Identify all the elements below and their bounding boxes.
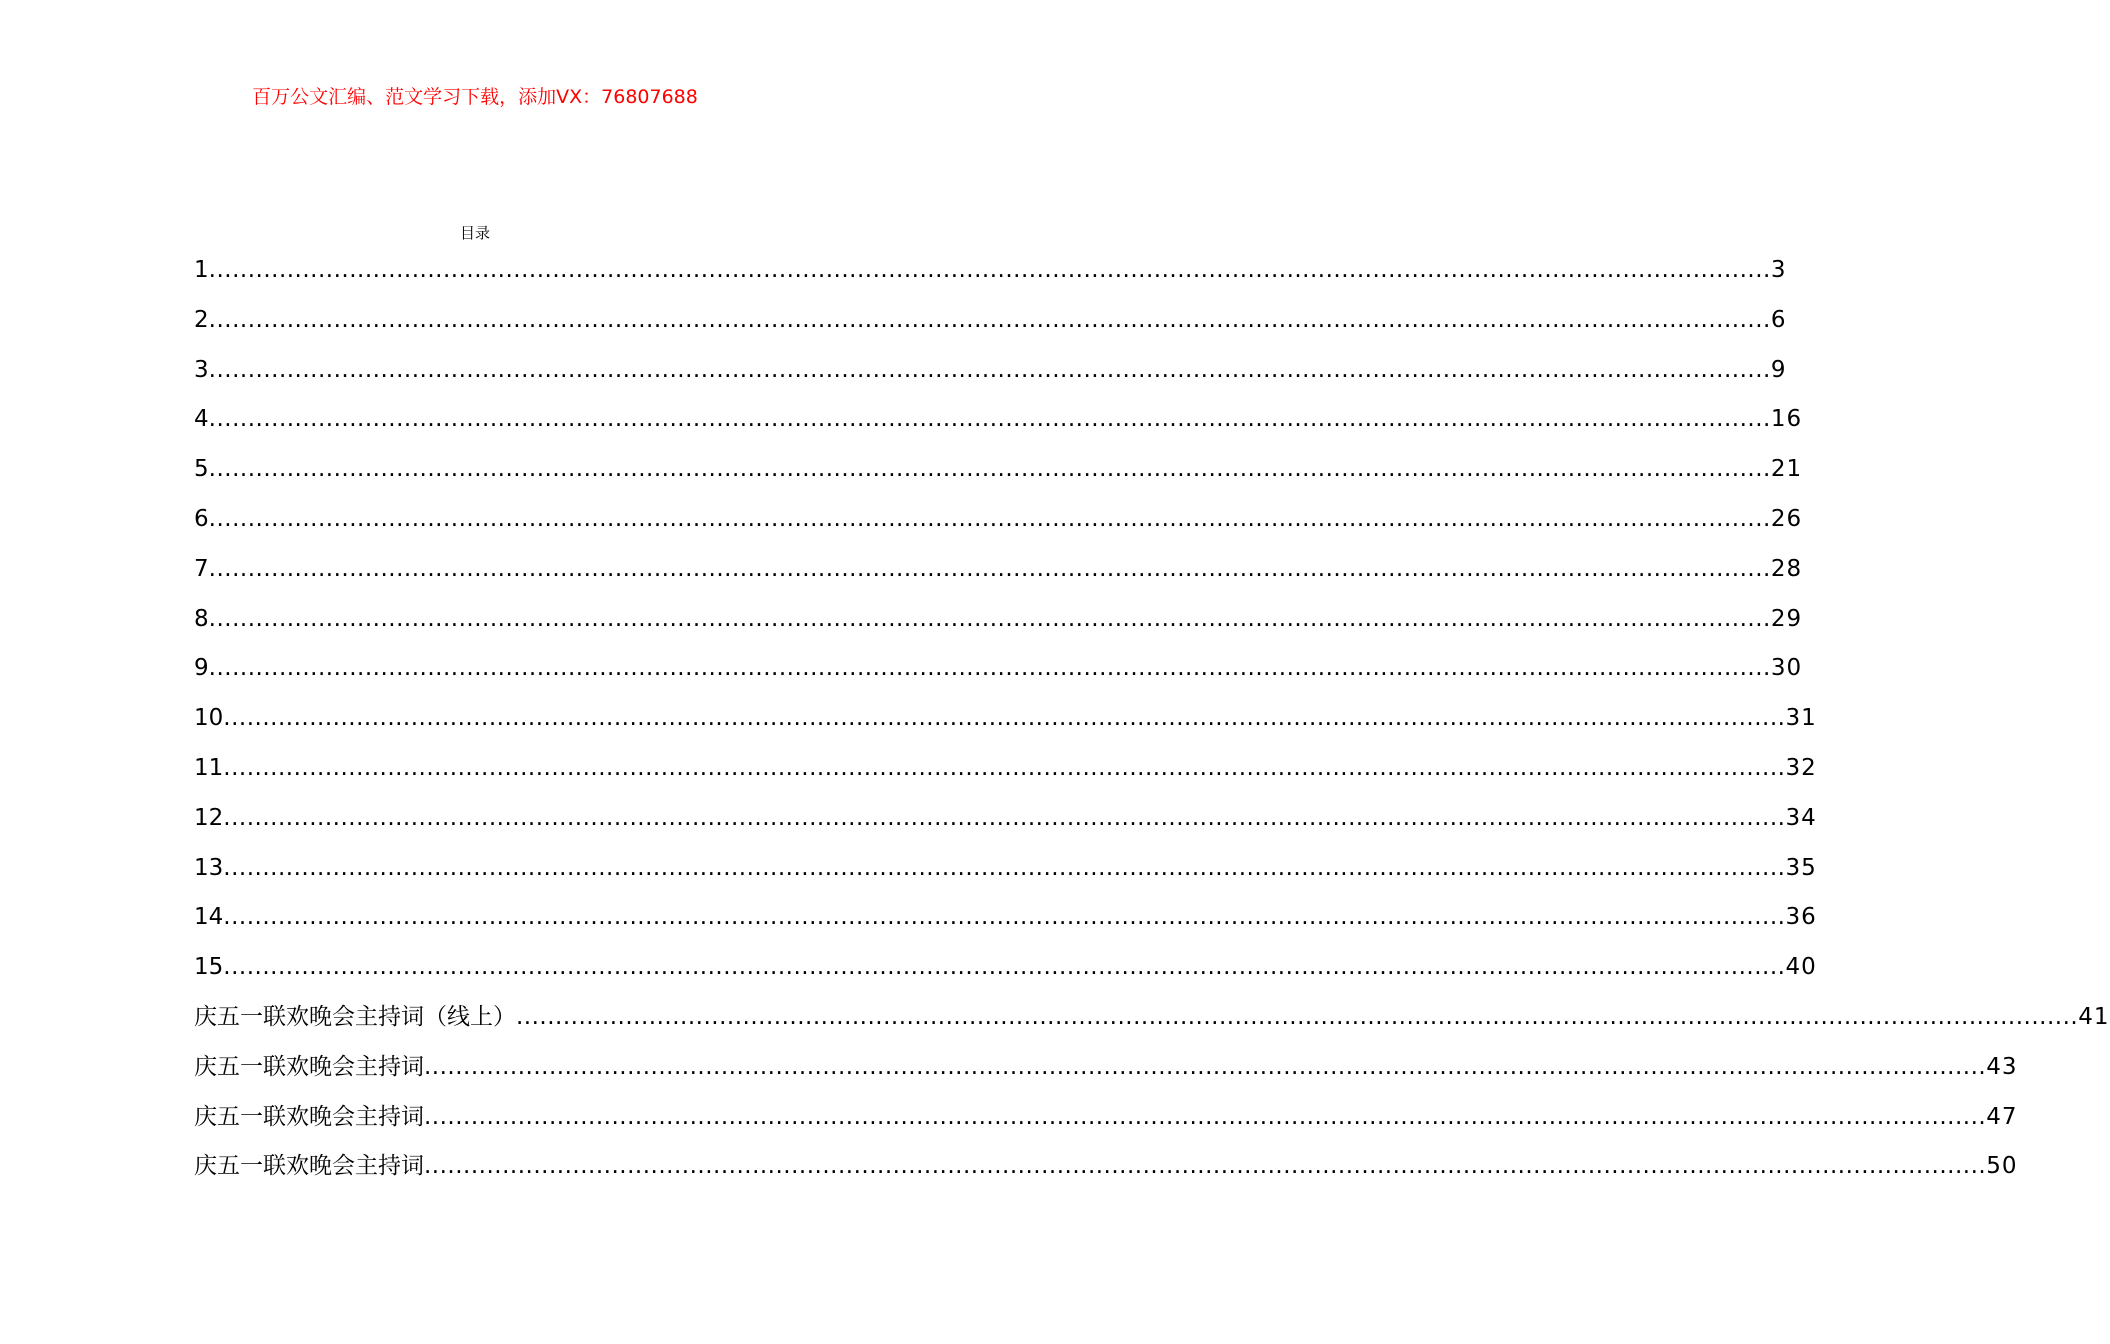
toc-leader-dots: ........................................................................................................................................................................................................ (208, 605, 1771, 632)
toc-entry-label: 庆五一联欢晚会主持词（线上） (194, 1003, 516, 1030)
toc-entry-page: 16 (1770, 406, 1803, 433)
toc-leader-dots: ........................................................................................................................................................................................................ (223, 854, 1786, 881)
toc-entry[interactable] (194, 1097, 2018, 1147)
toc-entry-label: 2 (194, 306, 209, 333)
toc-entry[interactable] (194, 748, 1817, 798)
toc-entry-page: 47 (1986, 1103, 2018, 1130)
toc-leader-dots: ........................................................................................................................................................................................................ (208, 406, 1771, 433)
toc-entry[interactable] (194, 997, 2110, 1047)
toc-leader-dots: ........................................................................................................................................................................................................ (424, 1053, 1987, 1080)
toc-entry[interactable] (194, 449, 1803, 499)
toc-entry[interactable] (194, 499, 1803, 549)
toc-entry-label: 9 (194, 655, 209, 682)
toc-entry[interactable] (194, 599, 1803, 649)
toc-entry-label: 4 (194, 406, 209, 433)
toc-entry-label: 15 (194, 954, 224, 981)
toc-entry-label: 3 (194, 356, 209, 383)
toc-entry-label: 庆五一联欢晚会主持词 (194, 1103, 424, 1130)
toc-entry[interactable] (194, 798, 1817, 848)
toc-entry-page: 31 (1785, 705, 1817, 732)
toc-entry[interactable] (194, 350, 1787, 400)
toc-list (194, 250, 2110, 1196)
toc-leader-dots: ........................................................................................................................................................................................................ (208, 555, 1771, 582)
toc-entry[interactable] (194, 698, 1817, 748)
toc-entry-page: 34 (1785, 804, 1817, 831)
toc-entry-page: 41 (2078, 1003, 2110, 1030)
toc-entry-label: 11 (194, 754, 224, 781)
toc-entry-label: 14 (194, 904, 224, 931)
toc-entry[interactable] (194, 648, 1803, 698)
toc-entry[interactable] (194, 1047, 2018, 1097)
toc-entry-page: 30 (1770, 655, 1803, 682)
toc-entry-page: 50 (1986, 1153, 2018, 1180)
toc-leader-dots: ........................................................................................................................................................................................................ (223, 754, 1786, 781)
toc-leader-dots: ........................................................................................................................................................................................................ (208, 456, 1771, 483)
toc-entry-label: 5 (194, 456, 209, 483)
toc-leader-dots: ........................................................................................................................................................................................................ (223, 705, 1786, 732)
toc-title: 目录 (459, 224, 490, 242)
toc-leader-dots: ........................................................................................................................................................................................................ (223, 904, 1786, 931)
toc-entry[interactable] (194, 549, 1803, 599)
toc-entry[interactable] (194, 1146, 2018, 1196)
toc-entry[interactable] (194, 947, 1817, 997)
toc-entry-label: 12 (194, 804, 224, 831)
toc-entry[interactable] (194, 399, 1803, 449)
toc-entry-page: 35 (1785, 854, 1817, 881)
toc-entry-page: 21 (1770, 456, 1803, 483)
toc-entry[interactable] (194, 848, 1817, 898)
toc-entry-page: 32 (1785, 754, 1817, 781)
toc-entry-label: 8 (194, 605, 209, 632)
toc-entry[interactable] (194, 250, 1787, 300)
toc-leader-dots: ........................................................................................................................................................................................................ (516, 1003, 2079, 1030)
toc-entry-label: 7 (194, 555, 209, 582)
toc-entry-label: 10 (194, 705, 224, 732)
toc-entry-page: 28 (1770, 555, 1803, 582)
toc-leader-dots: ........................................................................................................................................................................................................ (424, 1103, 1987, 1130)
toc-entry-page: 43 (1986, 1053, 2018, 1080)
toc-entry-page: 29 (1770, 605, 1803, 632)
toc-leader-dots: ........................................................................................................................................................................................................ (208, 356, 1771, 383)
toc-entry-label: 13 (194, 854, 224, 881)
toc-leader-dots: ........................................................................................................................................................................................................ (208, 505, 1771, 532)
toc-leader-dots: ........................................................................................................................................................................................................ (208, 655, 1771, 682)
header-banner: 百万公文汇编、范文学习下载，添加VX：76807688 (252, 86, 698, 108)
toc-entry-label: 庆五一联欢晚会主持词 (194, 1153, 424, 1180)
toc-entry-page: 26 (1770, 505, 1803, 532)
toc-entry[interactable] (194, 300, 1787, 350)
toc-entry-label: 1 (194, 257, 209, 283)
toc-entry-page: 3 (1770, 257, 1787, 283)
toc-leader-dots: ........................................................................................................................................................................................................ (424, 1153, 1987, 1180)
toc-entry-page: 6 (1770, 306, 1787, 333)
toc-entry-label: 庆五一联欢晚会主持词 (194, 1053, 424, 1080)
toc-entry-label: 6 (194, 505, 209, 532)
toc-leader-dots: ........................................................................................................................................................................................................ (223, 804, 1786, 831)
toc-entry-page: 36 (1785, 904, 1817, 931)
toc-leader-dots: ........................................................................................................................................................................................................ (208, 257, 1771, 283)
toc-entry-page: 9 (1770, 356, 1787, 383)
toc-leader-dots: ........................................................................................................................................................................................................ (223, 954, 1786, 981)
toc-leader-dots: ........................................................................................................................................................................................................ (208, 306, 1771, 333)
toc-entry[interactable] (194, 897, 1817, 947)
toc-entry-page: 40 (1785, 954, 1817, 981)
